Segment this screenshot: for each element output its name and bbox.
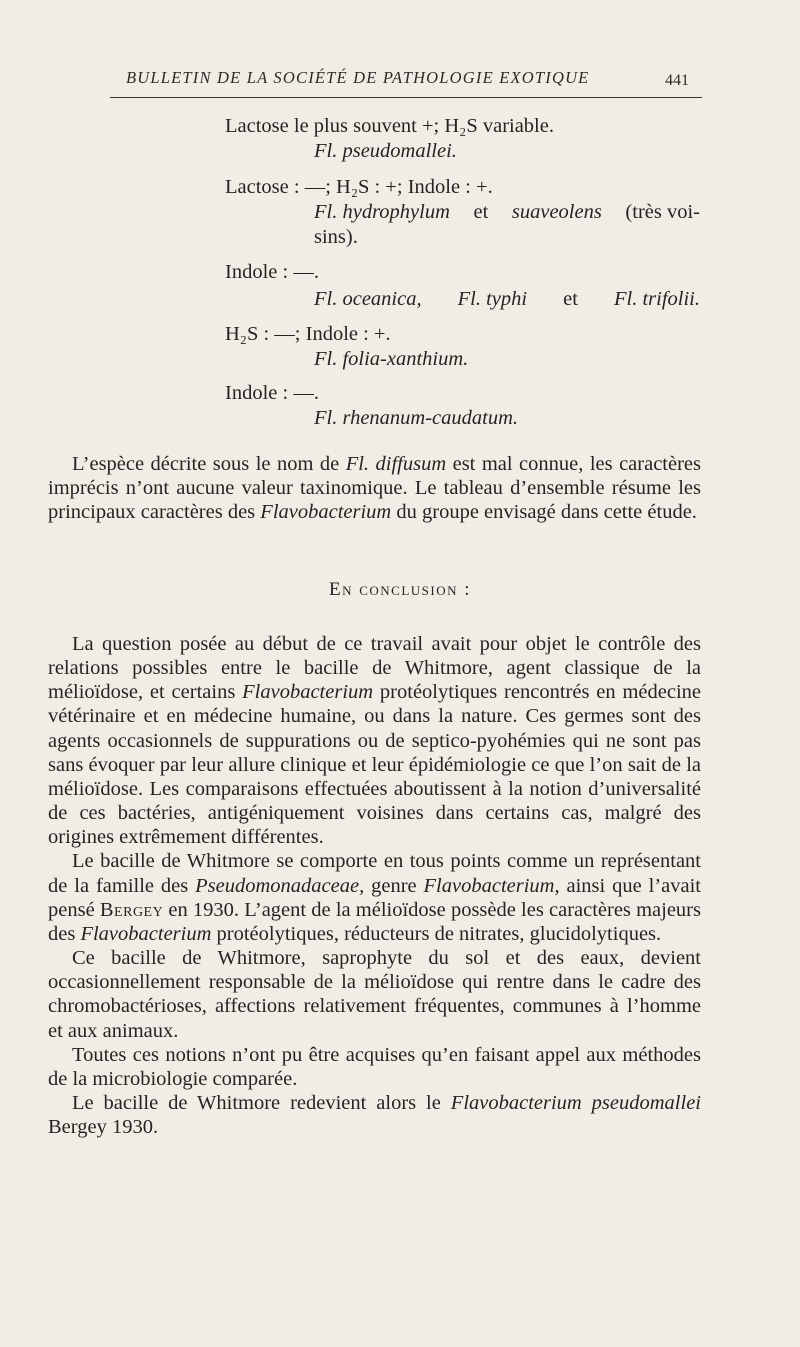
- key-conjunction: et: [563, 288, 578, 310]
- key-line-3: Indole : —.: [225, 261, 319, 283]
- conclusion-text: [48, 632, 701, 1139]
- text: Bergey 1930.: [48, 1116, 159, 1139]
- key-species-oceanica-row: [314, 287, 700, 311]
- genus-name: Flavobacterium,: [423, 874, 560, 897]
- text: du groupe envisagé dans cette étude.: [391, 501, 697, 524]
- page-number: 441: [665, 72, 689, 89]
- author-name: Bergey: [99, 898, 164, 921]
- key-species-hydrophylum-row: [314, 200, 700, 224]
- key-line-4: H₂S : —; Indole : +.: [225, 323, 391, 345]
- running-header: BULLETIN DE LA SOCIÉTÉ DE PATHOLOGIE EXOTIQUE: [126, 68, 590, 87]
- paragraph-diffusum: [48, 452, 701, 524]
- key-note: (très voi-: [625, 201, 700, 223]
- key-note-continued: sins).: [314, 226, 358, 248]
- key-line-2: Lactose : —; H₂S : +; Indole : +.: [225, 176, 493, 198]
- text: Le bacille de Whitmore se comporte en tous points comme un représentant de la famille des: [48, 850, 701, 897]
- header-rule: [110, 97, 702, 98]
- text: ainsi que l’avait pensé: [48, 874, 701, 921]
- text: en 1930. L’agent de la mélioïdose possède les caractères majeurs des: [48, 898, 701, 945]
- conclusion-paragraph-2: [48, 849, 701, 946]
- text: genre: [364, 874, 424, 897]
- conclusion-paragraph-5: [48, 1091, 701, 1139]
- conclusion-paragraph-4: Toutes ces notions n’ont pu être acquises qu’en faisant appel aux méthodes de la microbiologie comparée.: [48, 1043, 701, 1090]
- section-title: En conclusion :: [328, 579, 472, 600]
- genus-name: Flavobacterium: [80, 922, 212, 945]
- species-name: Fl. diffusum: [345, 453, 447, 475]
- text: Le bacille de Whitmore redevient alors le: [72, 1091, 451, 1114]
- key-species-rhenanum-caudatum: Fl. rhenanum-caudatum.: [314, 407, 519, 429]
- text: est mal connue, les caractères imprécis n’ont aucune valeur taxinomique. Le tableau d’ensemble résume les principaux caractères des: [48, 453, 701, 524]
- key-line-1: Lactose le plus souvent +; H₂S variable.: [225, 115, 554, 137]
- key-species-trifolii: Fl. trifolii.: [614, 288, 700, 310]
- text: La question posée au début de ce travail avait pour objet le contrôle des relations possibles entre le bacille de Whitmore, agent classique de la mélioïdose, et certains: [48, 633, 701, 704]
- genus-name: Flavobacterium: [242, 681, 374, 704]
- key-species-hydrophylum: Fl. hydrophylum: [314, 201, 450, 223]
- key-species-pseudomallei: Fl. pseudomallei.: [314, 140, 457, 162]
- conclusion-paragraph-1: [48, 632, 701, 849]
- genus-name: Flavobacterium: [260, 501, 392, 524]
- key-conjunction: et: [473, 201, 489, 223]
- text: L’espèce décrite sous le nom de: [72, 453, 346, 475]
- species-name: Flavobacterium pseudomallei: [450, 1091, 701, 1114]
- key-line-5: Indole : —.: [225, 382, 319, 404]
- text: protéolytiques, réducteurs de nitrates, glucidolytiques.: [211, 922, 662, 945]
- key-species-typhi: Fl. typhi: [457, 288, 528, 310]
- text: protéolytiques rencontrés en médecine vétérinaire et en médecine humaine, ou dans la nature. Ces germes sont des agents occasionnels de suppurations ou de septico-pyohémies qui ne sont pas sans évoquer par leur allure clinique et leur épidémiologie ce que l’on sait de la mélioïdose. Les comparaisons effectuées aboutissent à la notion d’universalité de ces bactéries, antigéniquement voisines dans certains cas, malgré des origines extrêmement différentes.: [48, 681, 701, 849]
- key-species-folia-xanthium: Fl. folia-xanthium.: [314, 348, 469, 370]
- key-species-suaveolens: suaveolens: [511, 201, 602, 223]
- conclusion-paragraph-3: Ce bacille de Whitmore, saprophyte du sol et des eaux, devient occasionnellement responsable de la mélioïdose qui rentre dans le cadre des chromobactérioses, affections relativement fréquentes, communes à l’homme et aux animaux.: [48, 947, 701, 1042]
- key-species-oceanica: Fl. oceanica,: [314, 288, 422, 310]
- family-name: Pseudomonadaceae,: [195, 874, 365, 897]
